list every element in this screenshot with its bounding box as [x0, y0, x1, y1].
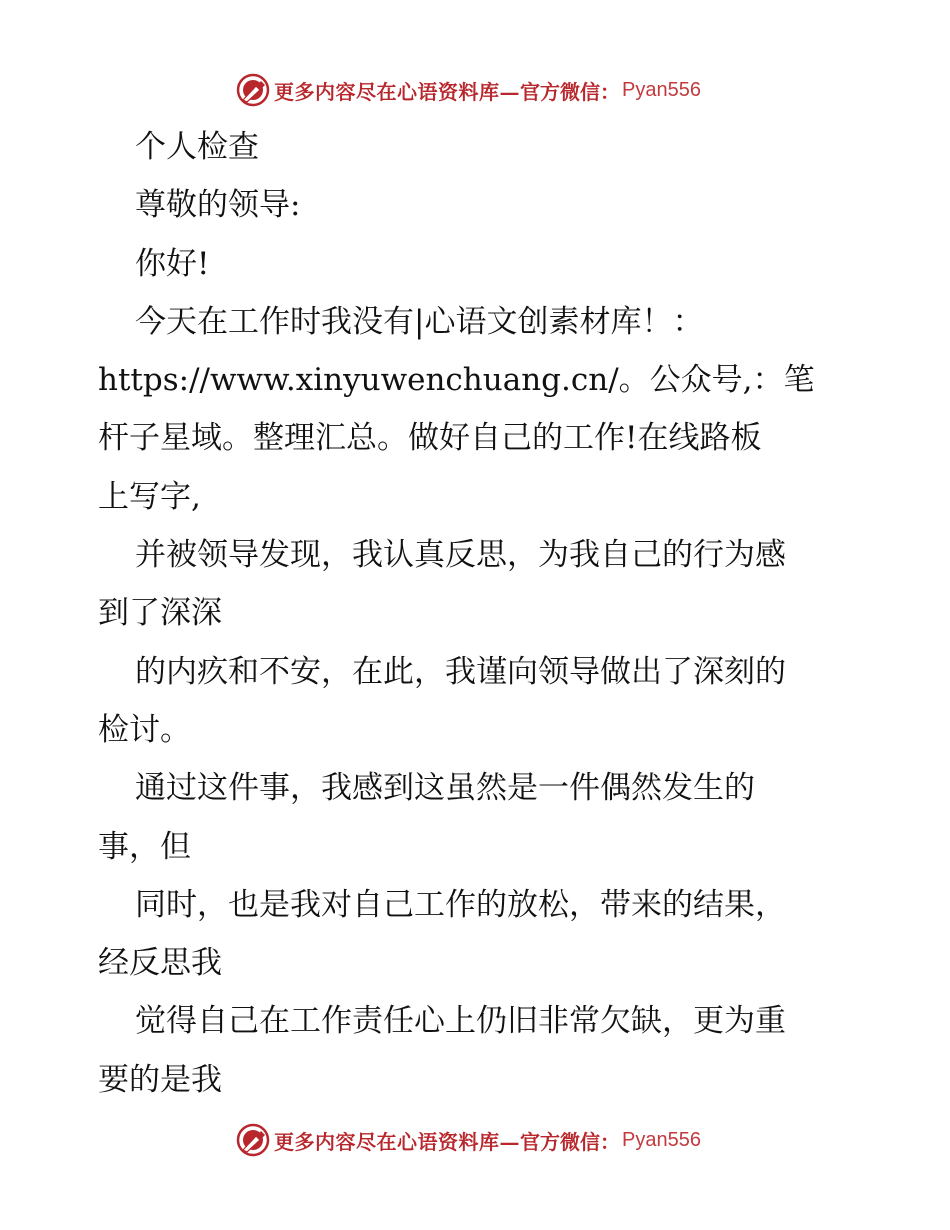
- text-line: 通过这件事，我感到这虽然是一件偶然发生的: [135, 770, 755, 807]
- text-line: 同时，也是我对自己工作的放松，带来的结果，: [135, 886, 786, 923]
- salutation: 尊敬的领导:: [135, 187, 301, 224]
- text-line: 到了深深: [98, 595, 222, 632]
- text-line: 的内疚和不安，在此，我谨向领导做出了深刻的: [135, 653, 786, 690]
- text-line: 经反思我: [98, 945, 222, 982]
- text-line: 要的是我: [98, 1061, 222, 1098]
- text-line: 事，但: [98, 828, 191, 865]
- watermark-wechat-label: 官方微信：: [520, 79, 620, 104]
- watermark-wechat-label: 官方微信：: [520, 1129, 620, 1154]
- text-line: 检讨。: [98, 711, 191, 748]
- watermark-wechat-id: Pyan556: [622, 1128, 701, 1151]
- watermark-text: 更多内容尽在心语资料库—: [274, 1129, 520, 1154]
- document-body: [98, 118, 858, 1109]
- watermark-text: 更多内容尽在心语资料库—: [274, 79, 520, 104]
- text-line: 杆子星域。整理汇总。做好自己的工作!在线路板: [98, 420, 762, 457]
- text-line: 觉得自己在工作责任心上仍旧非常欠缺，更为重: [135, 1003, 786, 1040]
- header-watermark: [236, 73, 701, 107]
- text-line: https://www.xinyuwenchuang.cn/。公众号,：笔: [98, 362, 815, 399]
- pen-logo-icon: [236, 1123, 270, 1157]
- text-line: 上写字,: [98, 478, 201, 515]
- footer-watermark: [236, 1123, 701, 1157]
- pen-logo-icon: [236, 73, 270, 107]
- text-line: 今天在工作时我没有|心语文创素材库！：: [135, 303, 704, 340]
- text-line: 并被领导发现，我认真反思，为我自己的行为感: [135, 537, 786, 574]
- watermark-wechat-id: Pyan556: [622, 78, 701, 101]
- greeting: 你好!: [135, 245, 210, 282]
- document-title: 个人检查: [135, 129, 259, 165]
